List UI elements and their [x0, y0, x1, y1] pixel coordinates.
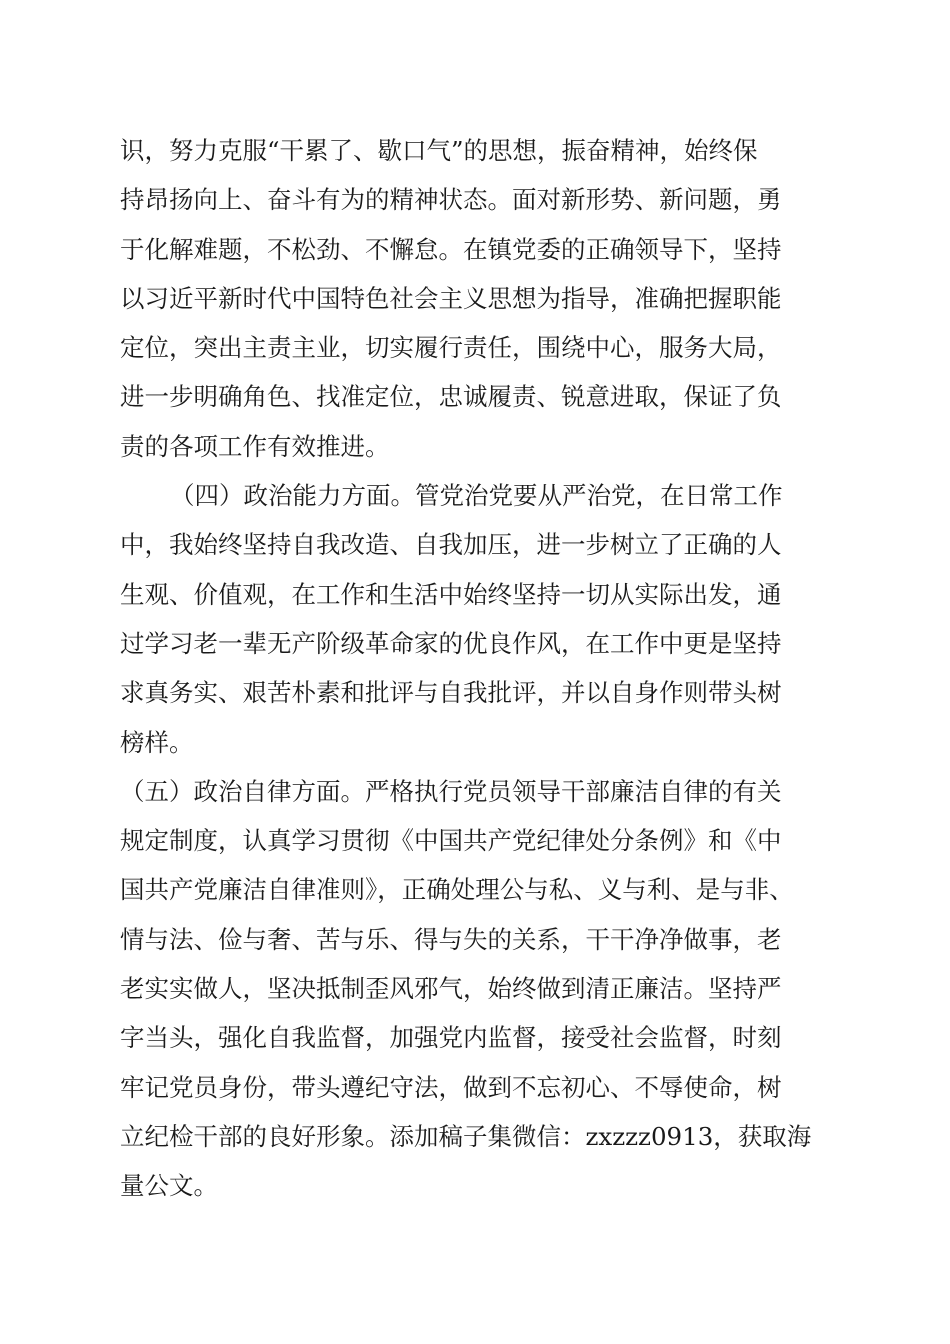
text-line: 责的各项工作有效推进。	[120, 431, 390, 461]
text-line: 字当头，强化自我监督，加强党内监督，接受社会监督，时刻	[120, 1023, 782, 1053]
text-line: 情与法、俭与奢、苦与乐、得与失的关系，干干净净做事，老	[120, 924, 782, 954]
text-line: （四）政治能力方面。管党治党要从严治党，在日常工作	[170, 481, 783, 511]
text-line: 量公文。	[120, 1171, 218, 1201]
text-line: 持昂扬向上、奋斗有为的精神状态。面对新形势、新问题，勇	[120, 185, 782, 215]
text-line: 中，我始终坚持自我改造、自我加压，进一步树立了正确的人	[120, 530, 782, 560]
text-line: 求真务实、艰苦朴素和批评与自我批评，并以自身作则带头树	[120, 678, 782, 708]
text-line: 规定制度，认真学习贯彻《中国共产党纪律处分条例》和《中	[120, 826, 782, 856]
document-body	[120, 126, 850, 1211]
text-line: （五）政治自律方面。严格执行党员领导干部廉洁自律的有关	[120, 776, 782, 806]
paragraph-3	[120, 767, 850, 1211]
text-line: 国共产党廉洁自律准则》，正确处理公与私、义与利、是与非、	[120, 875, 794, 905]
text-line: 于化解难题，不松劲、不懈怠。在镇党委的正确领导下，坚持	[120, 234, 782, 264]
paragraph-1	[120, 126, 850, 471]
text-line: 过学习老一辈无产阶级革命家的优良作风，在工作中更是坚持	[120, 628, 782, 658]
paragraph-2	[120, 471, 850, 767]
text-line: 生观、价值观，在工作和生活中始终坚持一切从实际出发，通	[120, 579, 782, 609]
text-line: 老实实做人，坚决抵制歪风邪气，始终做到清正廉洁。坚持严	[120, 974, 782, 1004]
text-line: 以习近平新时代中国特色社会主义思想为指导，准确把握职能	[120, 283, 782, 313]
text-line: 识，努力克服“干累了、歇口气”的思想，振奋精神，始终保	[120, 136, 758, 165]
text-line: 立纪检干部的良好形象。添加稿子集微信：zxzzz0913，获取海	[120, 1121, 812, 1151]
text-line: 进一步明确角色、找准定位，忠诚履责、锐意进取，保证了负	[120, 382, 782, 412]
text-line: 牢记党员身份，带头遵纪守法，做到不忘初心、不辱使命，树	[120, 1072, 782, 1102]
text-line: 定位，突出主责主业，切实履行责任，围绕中心，服务大局，	[120, 333, 782, 363]
text-line: 榜样。	[120, 727, 194, 757]
